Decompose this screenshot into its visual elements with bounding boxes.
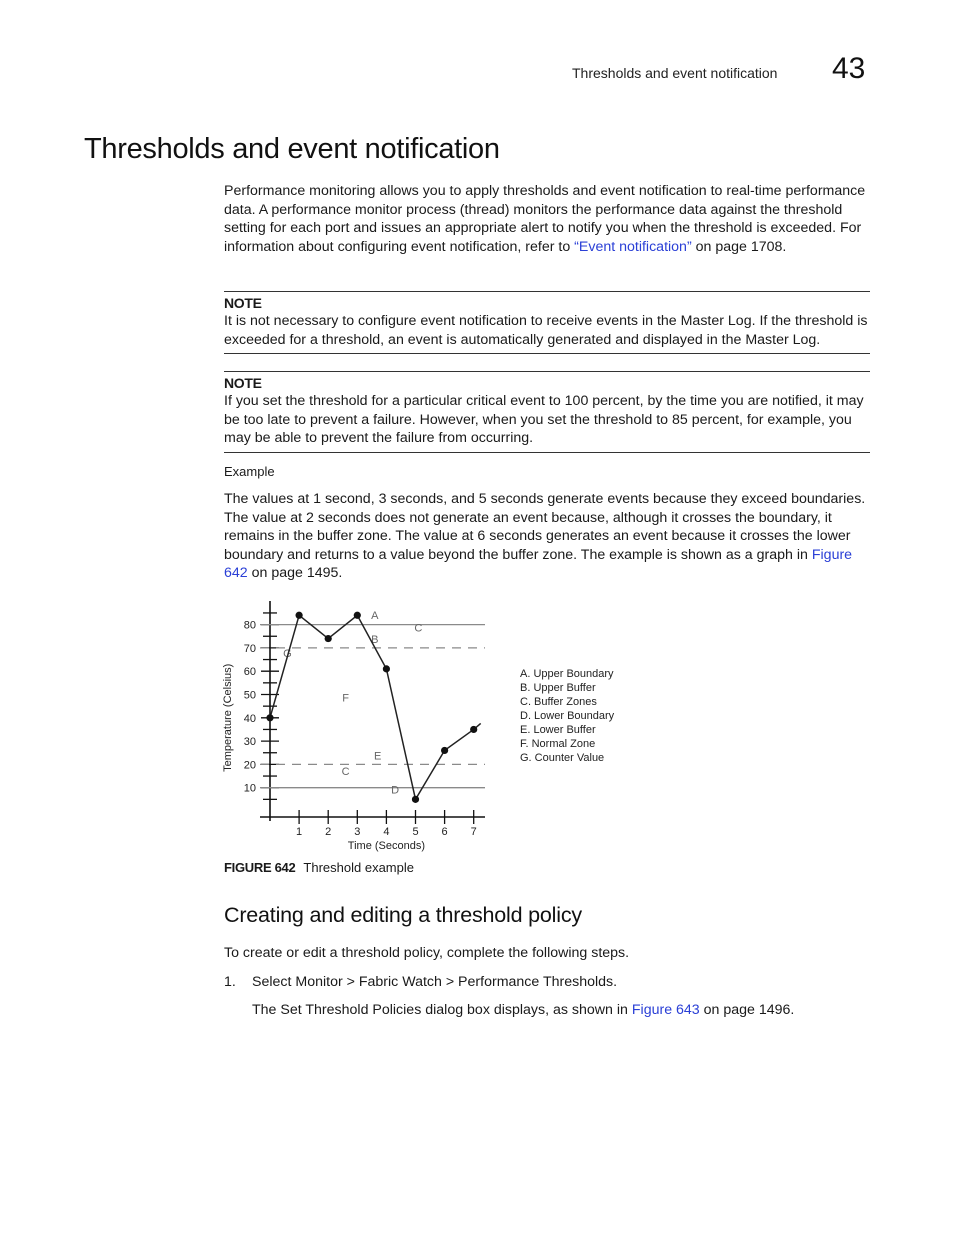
legend-item: A. Upper Boundary: [520, 668, 614, 680]
y-tick-label: 20: [243, 759, 256, 772]
zone-letter: A: [371, 609, 379, 622]
note-divider: [224, 291, 870, 292]
zone-letter: F: [342, 692, 350, 705]
note-divider: [224, 371, 870, 372]
x-tick-label: 6: [441, 826, 448, 838]
zone-letter: C: [414, 622, 423, 635]
subsection-title: Creating and editing a threshold policy: [224, 903, 582, 927]
x-tick-label: 4: [383, 826, 390, 838]
y-tick-label: 50: [243, 689, 256, 702]
intro-text: Performance monitoring allows you to apply thresholds and event notification to real-time performance data. A performance monitor process (thread) monitors the performance data against the threshold setting for each port and issues an appropriate alert to notify you when the threshold is exceeded. For information about configuring event notification, refer to: [224, 183, 866, 255]
note-text: It is not necessary to configure event notification to receive events in the Master Log. If the threshold is exceeded for a threshold, an event is automatically generated and displayed in the Master Log.: [224, 313, 868, 348]
intro-paragraph: [224, 182, 870, 256]
legend-item: D. Lower Boundary: [520, 710, 615, 722]
data-point: [383, 665, 390, 672]
figure-643-link[interactable]: Figure 643: [631, 1002, 700, 1018]
y-axis-label: Temperature (Celsius): [222, 663, 234, 772]
y-tick-label: 30: [243, 736, 256, 749]
example-text-end: on page 1495.: [247, 565, 343, 582]
step-result: [252, 1001, 794, 1020]
x-tick-label: 5: [412, 826, 419, 838]
subsection-intro: To create or edit a threshold policy, complete the following steps.: [224, 945, 630, 961]
example-label: Example: [224, 464, 275, 479]
legend-item: B. Upper Buffer: [520, 682, 596, 694]
example-text: The values at 1 second, 3 seconds, and 5 seconds generate events because they exceed boundaries. The value at 2 seconds does not generate an event because, although it crosses the boundary, it remains in the buffer zone. The value at 6 seconds generates an event because it crosses the lower boundary and returns to a value beyond the buffer zone. The example is shown as a graph in: [224, 491, 866, 563]
figure-caption: [224, 860, 414, 875]
dialog-name: Set Threshold Policies: [280, 1002, 422, 1018]
data-point: [266, 714, 273, 721]
legend-item: E. Lower Buffer: [520, 724, 596, 736]
note-text: If you set the threshold for a particular critical event to 100 percent, by the time you are notified, it may be too late to prevent a failure. However, when you set the threshold to 85 percent, for example, you may be able to prevent the failure from occurring.: [224, 393, 864, 447]
menu-path: Monitor > Fabric Watch > Performance Thresholds: [295, 974, 614, 990]
data-point: [412, 796, 419, 803]
note-divider: [224, 452, 870, 453]
threshold-chart: [218, 595, 638, 857]
example-paragraph: [224, 490, 870, 583]
step-result-end: on page 1496.: [699, 1002, 795, 1018]
legend-item: F. Normal Zone: [520, 738, 596, 750]
zone-letter: E: [373, 750, 382, 763]
data-point: [470, 726, 477, 733]
data-point: [354, 612, 361, 619]
event-notification-link[interactable]: “Event notification”: [574, 238, 692, 255]
note-label: NOTE: [224, 375, 262, 391]
zone-letter: C: [341, 765, 350, 778]
step-number: 1.: [224, 974, 236, 990]
x-tick-label: 2: [325, 826, 332, 838]
y-tick-label: 10: [243, 782, 256, 795]
note-divider: [224, 353, 870, 354]
legend-item: C. Buffer Zones: [520, 696, 597, 708]
figure-number: FIGURE 642: [224, 860, 296, 875]
page-title: Thresholds and event notification: [84, 133, 500, 165]
step-result-middle: dialog box displays, as shown in: [421, 1002, 632, 1018]
y-tick-label: 80: [243, 619, 256, 632]
x-tick-label: 1: [296, 826, 303, 838]
legend-item: G. Counter Value: [520, 752, 605, 764]
running-header-title: Thresholds and event notification: [572, 65, 778, 81]
series-line: [270, 615, 474, 799]
figure-642-link[interactable]: Figure 642: [224, 546, 853, 582]
y-tick-label: 70: [243, 642, 256, 655]
intro-text-end: on page 1708.: [691, 238, 787, 255]
data-point: [325, 635, 332, 642]
figure-caption-text: Threshold example: [303, 860, 414, 875]
step-text-end: .: [613, 974, 618, 990]
zone-letter: D: [391, 784, 400, 797]
data-point: [296, 612, 303, 619]
step-text-start: Select: [252, 974, 296, 990]
step-result-start: The: [252, 1002, 281, 1018]
chapter-number: 43: [832, 52, 866, 85]
zone-letter: B: [371, 634, 379, 647]
x-tick-label: 3: [354, 826, 361, 838]
y-tick-label: 40: [243, 712, 256, 725]
x-axis-label: Time (Seconds): [347, 840, 426, 852]
zone-letter: G: [283, 648, 292, 661]
data-point: [441, 747, 448, 754]
note-label: NOTE: [224, 295, 262, 311]
step-text: [252, 973, 617, 992]
x-tick-label: 7: [470, 826, 477, 838]
y-tick-label: 60: [243, 666, 256, 679]
